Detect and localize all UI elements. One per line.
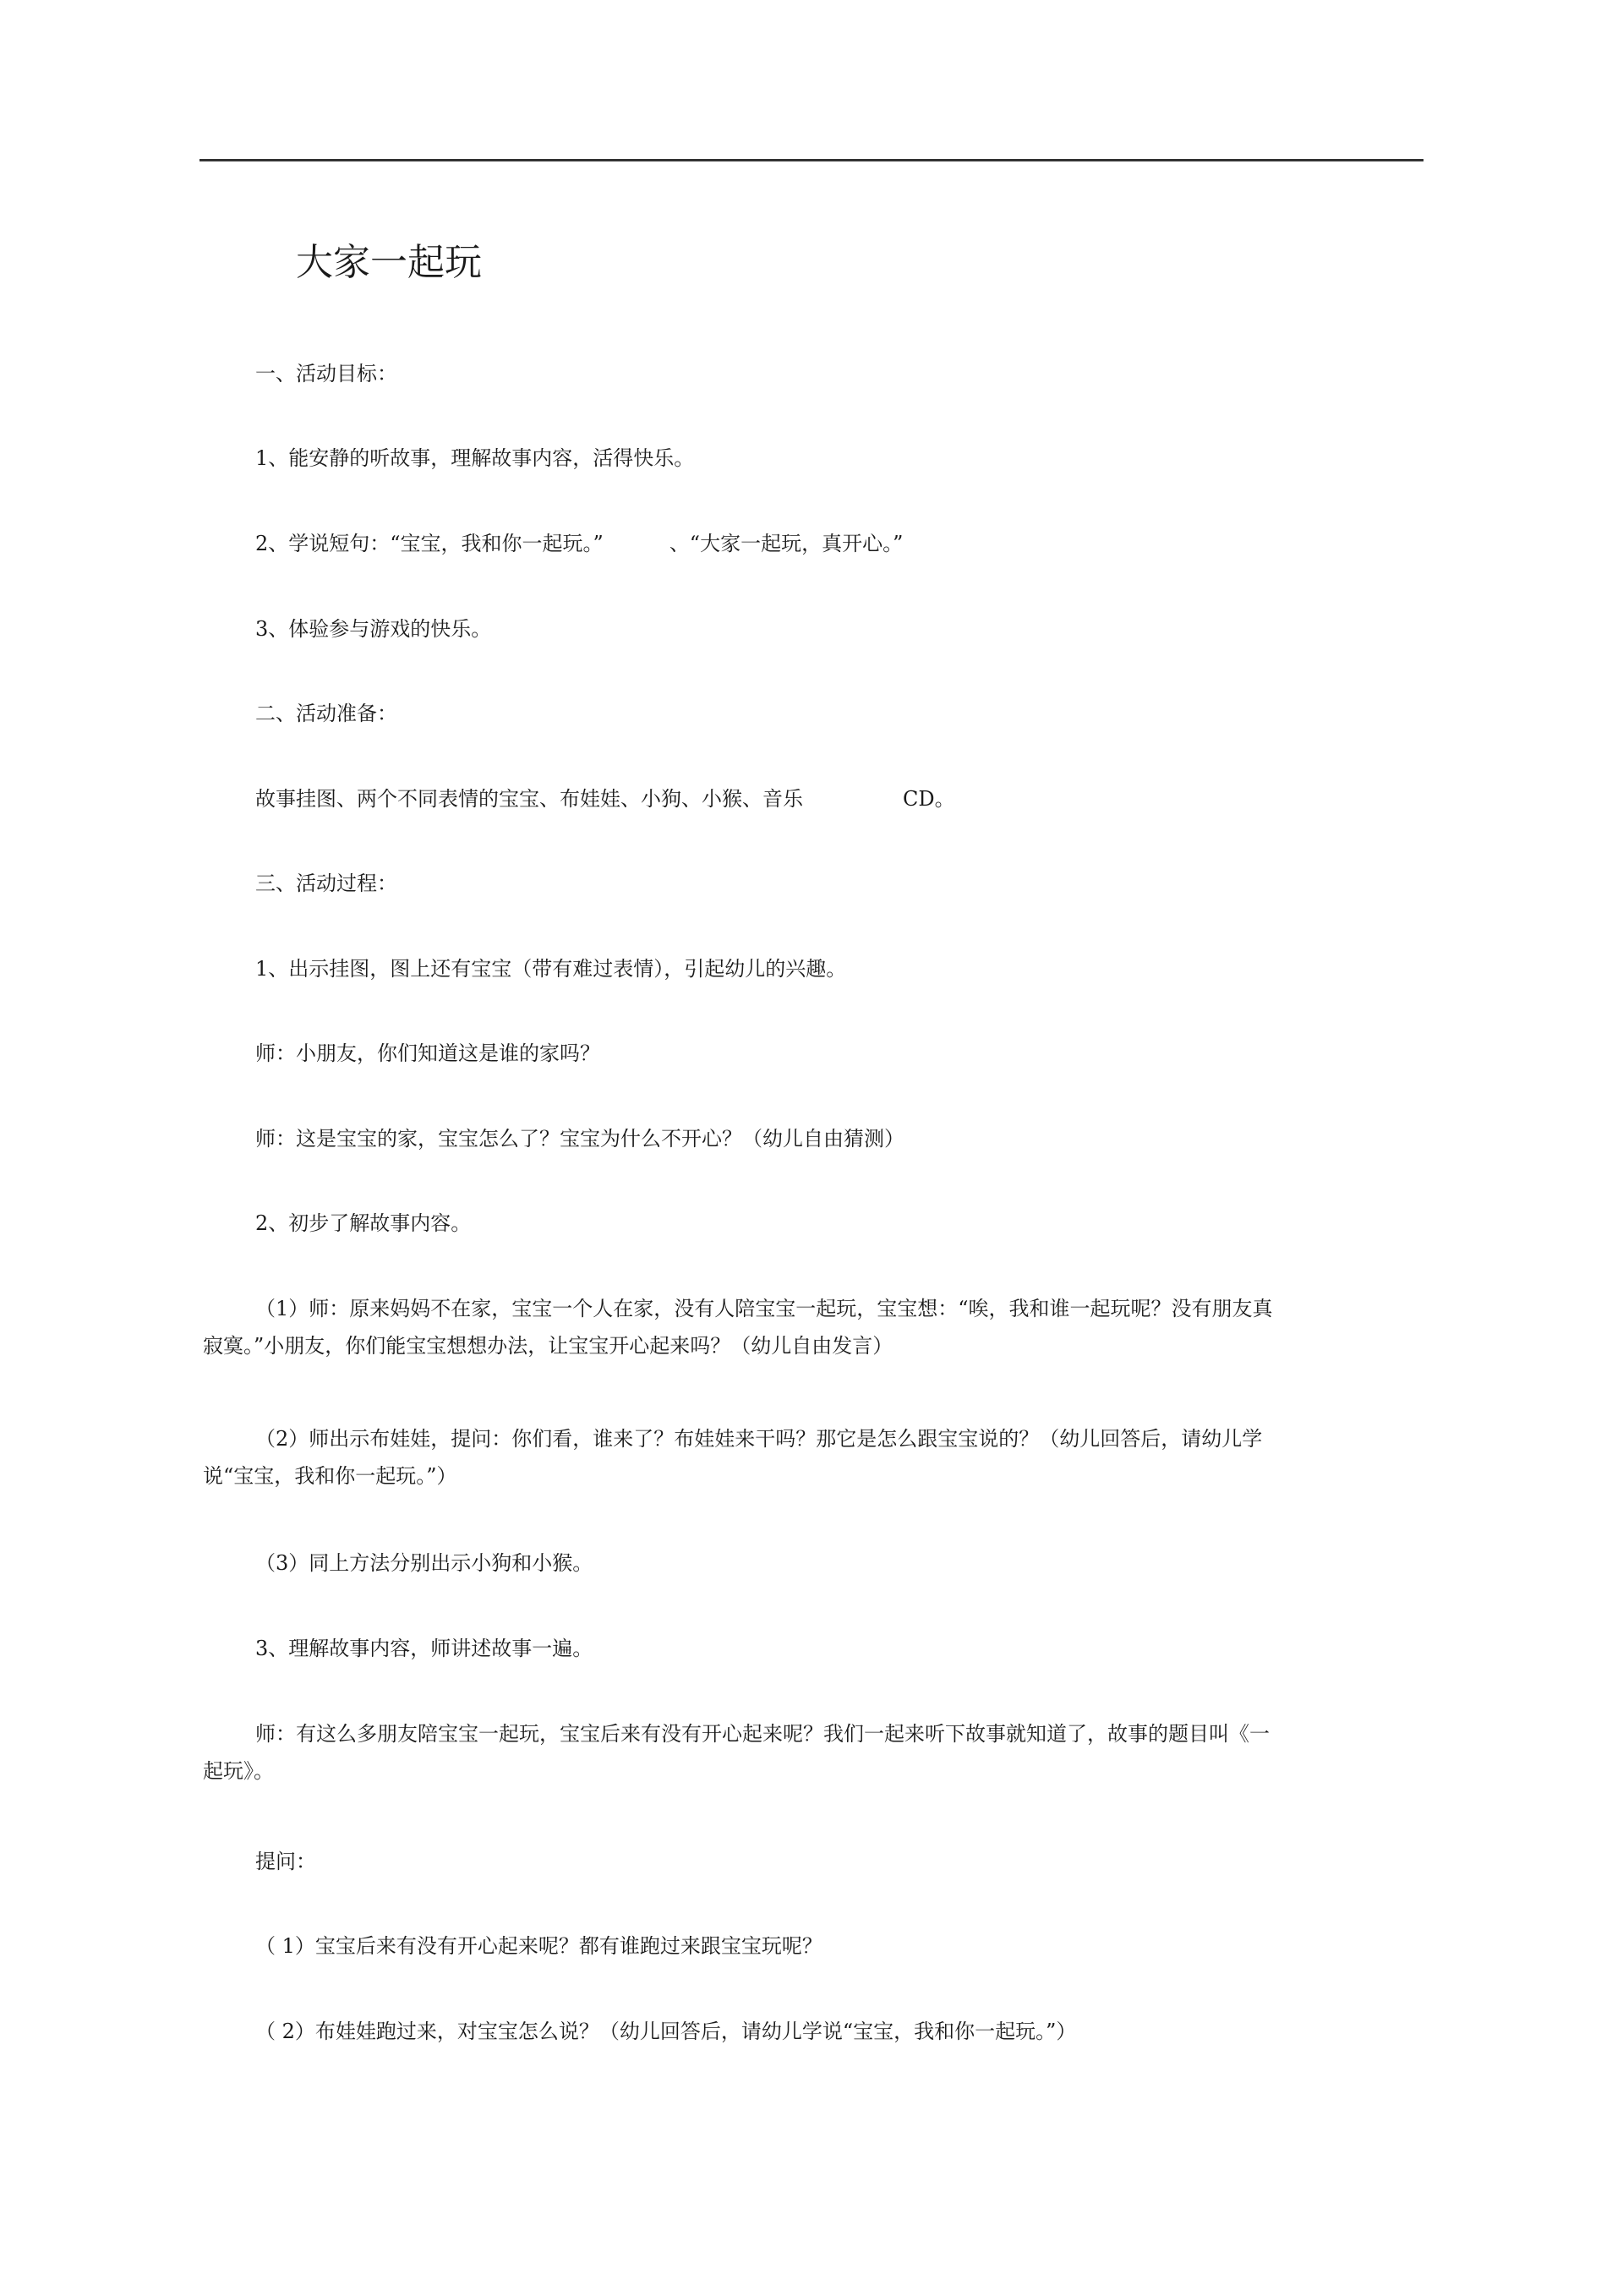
goal-3: 3、体验参与游戏的快乐。 [255, 617, 492, 641]
step-1: 1、出示挂图，图上还有宝宝（带有难过表情），引起幼儿的兴趣。 [255, 957, 847, 981]
teacher-story: 师：有这么多朋友陪宝宝一起玩，宝宝后来有没有开心起来呢？我们一起来听下故事就知道了，故事的题目叫《一起玩》。 [203, 1722, 1270, 1783]
teacher-question-2: 师：这是宝宝的家，宝宝怎么了？宝宝为什么不开心？（幼儿自由猜测） [255, 1127, 904, 1151]
prep-materials: 故事挂图、两个不同表情的宝宝、布娃娃、小狗、小猴、音乐 [255, 787, 803, 811]
step-2-2: （2）师出示布娃娃，提问：你们看，谁来了？布娃娃来干吗？那它是怎么跟宝宝说的？（幼儿回答后，请幼儿学说“宝宝，我和你一起玩。”） [203, 1427, 1263, 1488]
step-2-3: （3）同上方法分别出示小狗和小猴。 [255, 1551, 593, 1575]
process-heading: 三、活动过程： [255, 872, 397, 895]
goal-2 [255, 528, 903, 559]
header-rule [199, 159, 1424, 161]
goal-2-part2: 、“大家一起玩，真开心。” [669, 532, 904, 555]
prep-cd: CD。 [903, 787, 955, 811]
teacher-question-1: 师：小朋友，你们知道这是谁的家吗？ [255, 1041, 600, 1065]
prep-text [255, 784, 955, 814]
step-2: 2、初步了解故事内容。 [255, 1211, 472, 1235]
goal-2-part1: 2、学说短句：“宝宝，我和你一起玩。” [255, 532, 604, 555]
question-1: （ 1）宝宝后来有没有开心起来呢？都有谁跑过来跟宝宝玩呢？ [255, 1934, 822, 1958]
question-2: （ 2）布娃娃跑过来，对宝宝怎么说？（幼儿回答后，请幼儿学说“宝宝，我和你一起玩。”） [255, 2020, 1077, 2043]
goal-1: 1、能安静的听故事，理解故事内容，活得快乐。 [255, 446, 695, 470]
step-2-1: （1）师：原来妈妈不在家，宝宝一个人在家，没有人陪宝宝一起玩，宝宝想：“唉，我和谁一起玩呢？没有朋友真寂寞。”小朋友，你们能宝宝想想办法，让宝宝开心起来吗？（幼儿自由发言） [203, 1297, 1273, 1358]
goals-heading: 一、活动目标： [255, 362, 397, 385]
step-3: 3、理解故事内容，师讲述故事一遍。 [255, 1637, 593, 1660]
prep-heading: 二、活动准备： [255, 702, 397, 725]
questions-heading: 提问： [255, 1850, 316, 1873]
document-title: 大家一起玩 [296, 241, 482, 284]
